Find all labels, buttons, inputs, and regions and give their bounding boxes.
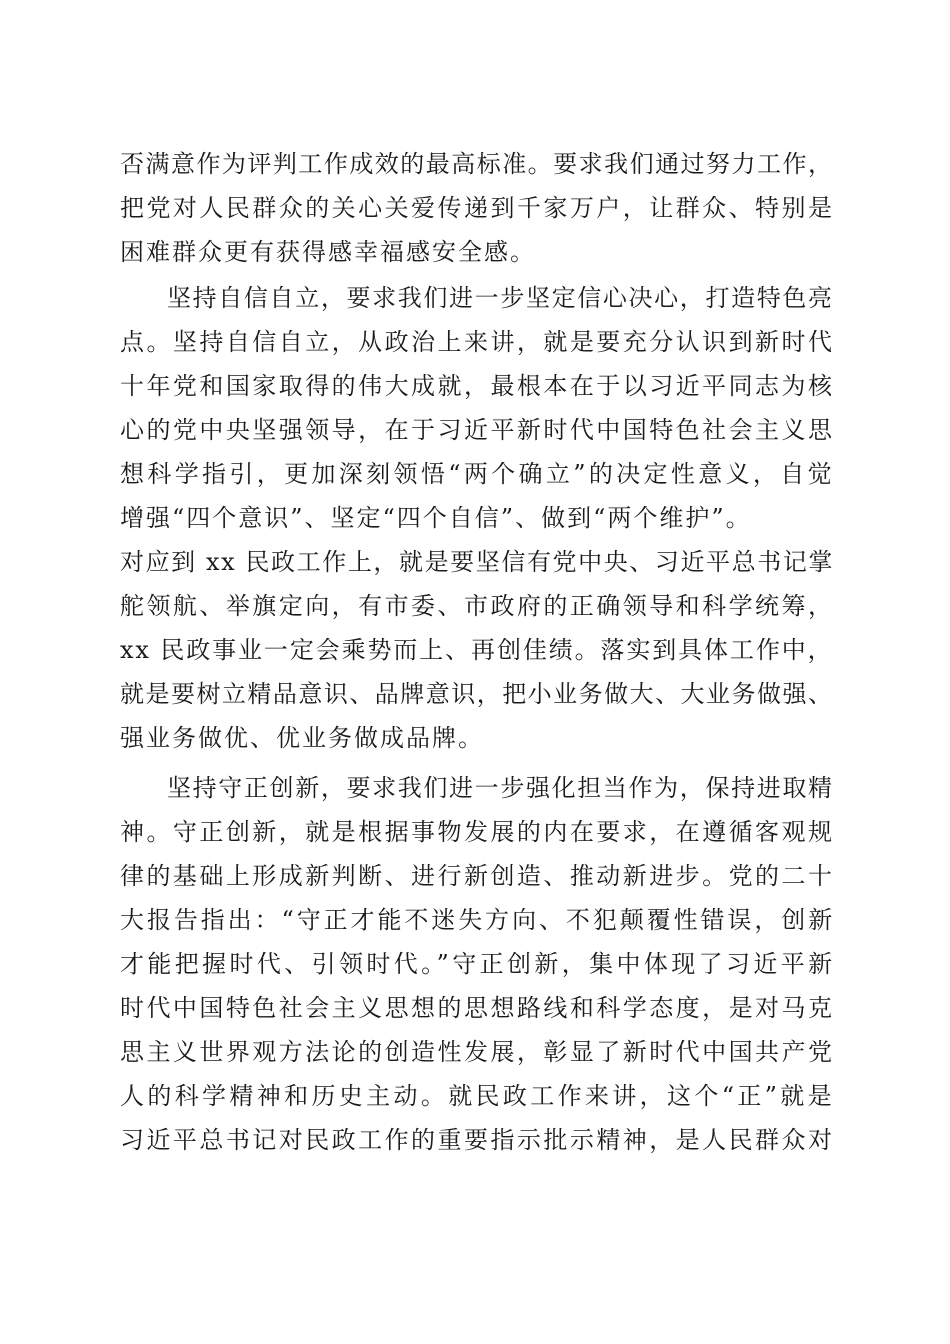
- text-line: 十年党和国家取得的伟大成就，最根本在于以习近平同志为核: [120, 372, 835, 400]
- text-line: xx 民政事业一定会乘势而上、再创佳绩。落实到具体工作中，: [120, 636, 834, 664]
- text-line: 增强“四个意识”、坚定“四个自信”、做到“两个维护”。: [120, 504, 752, 532]
- text-line: 把党对人民群众的关心关爱传递到千家万户，让群众、特别是: [120, 194, 835, 222]
- text-line: 思主义世界观方法论的创造性发展，彰显了新时代中国共产党: [120, 1038, 835, 1066]
- text-line: 否满意作为评判工作成效的最高标准。要求我们通过努力工作，: [120, 150, 834, 178]
- text-line: 对应到 xx 民政工作上，就是要坚信有党中央、习近平总书记掌: [120, 548, 835, 576]
- text-line: 点。坚持自信自立，从政治上来讲，就是要充分认识到新时代: [120, 328, 835, 356]
- text-line: 习近平总书记对民政工作的重要指示批示精神，是人民群众对: [120, 1126, 835, 1154]
- text-line: 时代中国特色社会主义思想的思想路线和科学态度，是对马克: [120, 994, 835, 1022]
- text-line: 舵领航、举旗定向，有市委、市政府的正确领导和科学统筹，: [120, 592, 835, 620]
- text-line: 就是要树立精品意识、品牌意识，把小业务做大、大业务做强、: [120, 680, 834, 708]
- text-line: 想科学指引，更加深刻领悟“两个确立”的决定性意义，自觉: [120, 460, 835, 488]
- paragraph-first-line: 坚持守正创新，要求我们进一步强化担当作为，保持进取精: [167, 774, 834, 802]
- text-line: 心的党中央坚强领导，在于习近平新时代中国特色社会主义思: [120, 416, 835, 444]
- text-line: 强业务做优、优业务做成品牌。: [120, 724, 484, 752]
- text-line: 人的科学精神和历史主动。就民政工作来讲，这个“正”就是: [120, 1082, 835, 1110]
- text-line: 大报告指出：“守正才能不迷失方向、不犯颠覆性错误，创新: [120, 906, 836, 934]
- text-line: 才能把握时代、引领时代。”守正创新，集中体现了习近平新: [120, 950, 836, 978]
- paragraph-first-line: 坚持自信自立，要求我们进一步坚定信心决心，打造特色亮: [167, 284, 834, 312]
- text-line: 困难群众更有获得感幸福感安全感。: [120, 238, 536, 266]
- text-line: 律的基础上形成新判断、进行新创造、推动新进步。党的二十: [120, 862, 835, 890]
- text-line: 神。守正创新，就是根据事物发展的内在要求，在遵循客观规: [120, 818, 835, 846]
